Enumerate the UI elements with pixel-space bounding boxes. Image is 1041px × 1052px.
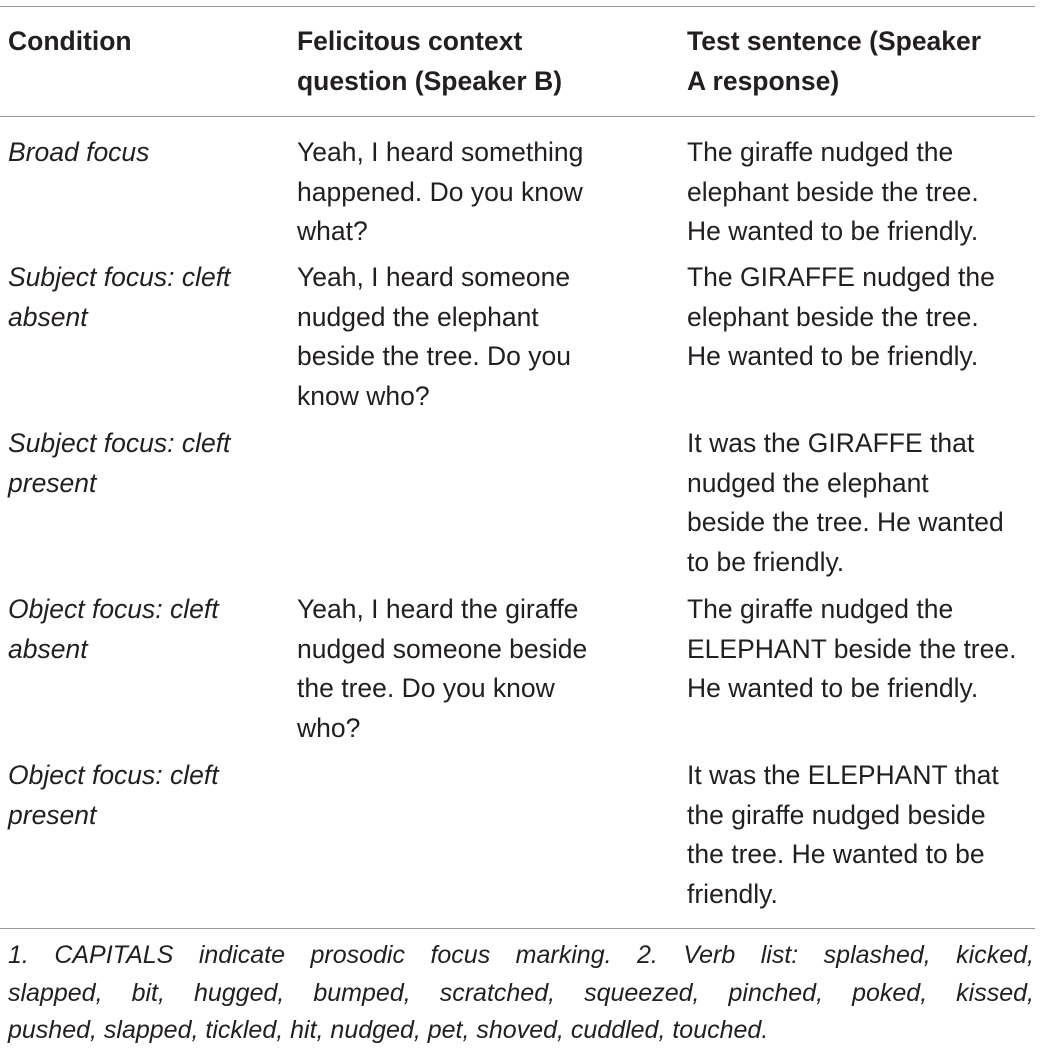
row-object-cleft-absent-condition bbox=[8, 590, 219, 669]
row-broad-focus-condition bbox=[8, 133, 149, 173]
question-line: happened. Do you know bbox=[297, 176, 583, 207]
question-line: nudged someone beside bbox=[297, 633, 588, 664]
row-subject-cleft-absent-question bbox=[297, 258, 571, 416]
footnote-line: slapped, bit, hugged, bumped, scratched, squeezed, pinched, poked, kissed, bbox=[8, 978, 1034, 1007]
condition-line: present bbox=[8, 467, 97, 498]
question-line: what? bbox=[297, 216, 368, 246]
condition-line: present bbox=[8, 799, 97, 830]
table-top-rule bbox=[0, 6, 1035, 7]
condition-line: absent bbox=[8, 301, 88, 332]
condition-line: Subject focus: cleft bbox=[8, 262, 231, 292]
sentence-line: He wanted to be friendly. bbox=[687, 216, 979, 246]
condition-line: absent bbox=[8, 633, 88, 664]
header-condition bbox=[8, 22, 132, 62]
sentence-line: He wanted to be friendly. bbox=[687, 341, 979, 371]
row-broad-focus-question bbox=[297, 133, 583, 252]
sentence-line: elephant beside the tree. bbox=[687, 301, 979, 332]
header-test-line-2: A response) bbox=[687, 65, 840, 96]
sentence-line: elephant beside the tree. bbox=[687, 176, 979, 207]
footnote-line: pushed, slapped, tickled, hit, nudged, pet, shoved, cuddled, touched. bbox=[8, 1016, 769, 1044]
header-test-sentence bbox=[687, 22, 981, 101]
sentence-line: to be friendly. bbox=[687, 546, 845, 577]
question-line: know who? bbox=[297, 380, 430, 411]
row-subject-cleft-absent-condition bbox=[8, 258, 230, 337]
sentence-line: beside the tree. He wanted bbox=[687, 507, 1004, 537]
sentence-line: The giraffe nudged the bbox=[687, 594, 954, 624]
sentence-line: The GIRAFFE nudged the bbox=[687, 262, 995, 292]
condition-line: Subject focus: cleft bbox=[8, 428, 231, 458]
sentence-line: The giraffe nudged the bbox=[687, 137, 954, 167]
question-line: Yeah, I heard the giraffe bbox=[297, 594, 579, 624]
footnote-line: 1. CAPITALS indicate prosodic focus marking. 2. Verb list: splashed, kicked, bbox=[8, 941, 1034, 969]
header-test-line-1: Test sentence (Speaker bbox=[687, 26, 982, 56]
sentence-line: friendly. bbox=[687, 878, 778, 909]
row-subject-cleft-present-condition bbox=[8, 424, 230, 503]
sentence-line: ELEPHANT beside the tree. bbox=[687, 633, 1017, 664]
row-broad-focus-sentence bbox=[687, 133, 979, 252]
row-object-cleft-absent-question bbox=[297, 590, 587, 748]
sentence-line: It was the GIRAFFE that bbox=[687, 428, 975, 458]
question-line: Yeah, I heard something bbox=[297, 137, 584, 167]
question-line: beside the tree. Do you bbox=[297, 341, 572, 371]
condition-line: Object focus: cleft bbox=[8, 594, 219, 624]
header-context-line-2: question (Speaker B) bbox=[297, 65, 563, 96]
sentence-line: the giraffe nudged beside bbox=[687, 799, 986, 830]
condition-line: Broad focus bbox=[8, 137, 150, 167]
sentence-line: the tree. He wanted to be bbox=[687, 839, 985, 869]
header-context-question bbox=[297, 22, 562, 101]
question-line: Yeah, I heard someone bbox=[297, 262, 571, 292]
question-line: the tree. Do you know bbox=[297, 673, 555, 703]
question-line: who? bbox=[297, 712, 361, 743]
row-object-cleft-present-sentence bbox=[687, 756, 999, 914]
row-subject-cleft-present-sentence bbox=[687, 424, 1004, 582]
header-condition-line: Condition bbox=[8, 26, 132, 56]
row-object-cleft-present-condition bbox=[8, 756, 219, 835]
row-object-cleft-absent-sentence bbox=[687, 590, 1016, 709]
row-subject-cleft-absent-sentence bbox=[687, 258, 995, 377]
sentence-line: He wanted to be friendly. bbox=[687, 673, 979, 703]
table-footnote bbox=[8, 937, 1034, 1050]
header-context-line-1: Felicitous context bbox=[297, 26, 523, 56]
table-bottom-rule bbox=[0, 928, 1035, 929]
condition-line: Object focus: cleft bbox=[8, 760, 219, 790]
sentence-line: nudged the elephant bbox=[687, 467, 929, 498]
question-line: nudged the elephant bbox=[297, 301, 539, 332]
sentence-line: It was the ELEPHANT that bbox=[687, 760, 999, 790]
table-header-rule bbox=[0, 116, 1035, 117]
